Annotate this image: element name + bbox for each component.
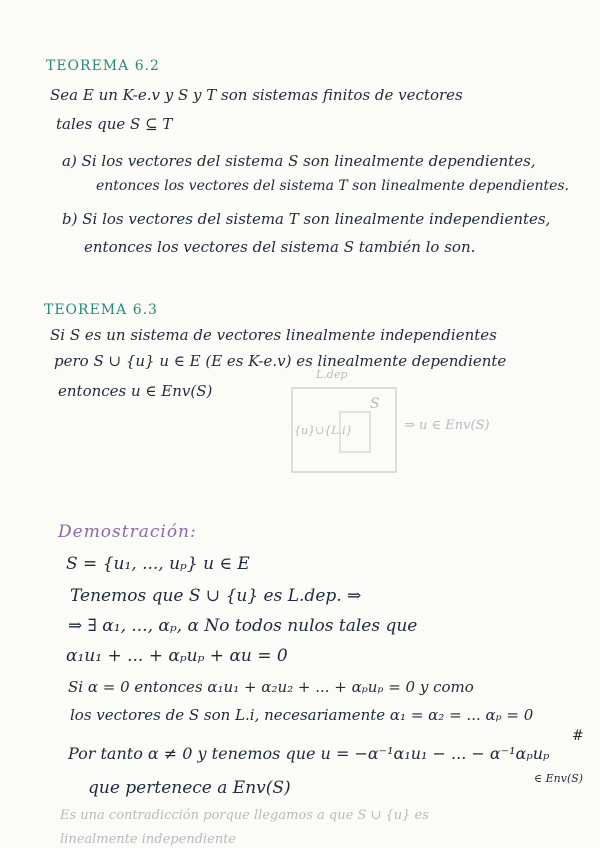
proof-line-2: Tenemos que S ∪ {u} es L.dep. ⇒ <box>70 586 362 606</box>
theorem-6-2-statement-line-1: Sea E un K-e.v y S y T son sistemas finitos de vectores <box>50 86 463 104</box>
theorem-6-3-title: TEOREMA 6.3 <box>44 302 158 318</box>
theorem-6-2-title: TEOREMA 6.2 <box>46 58 160 74</box>
theorem-6-2-statement-line-2: tales que S ⊆ T <box>56 115 173 133</box>
theorem-6-3-statement-line-3: entonces u ∈ Env(S) <box>58 382 213 400</box>
sketch-label-inner: {u}∪{L.i} <box>294 424 353 437</box>
proof-line-8: que pertenece a Env(S) <box>88 778 291 798</box>
sketch-label-s: S <box>370 396 380 412</box>
theorem-6-3-statement-line-2: pero S ∪ {u} u ∈ E (E es K-e.v) es linealmente dependiente <box>54 352 507 370</box>
proof-line-3: ⇒ ∃ α₁, ..., αₚ, α No todos nulos tales que <box>68 616 418 636</box>
proof-line-7: Por tanto α ≠ 0 y tenemos que u = −α⁻¹α₁u₁ − ... − α⁻¹αₚuₚ <box>68 744 550 763</box>
theorem-6-2-part-b-line-2: entonces los vectores del sistema S también lo son. <box>84 238 476 256</box>
sketch-label-ldep: L.dep <box>316 368 348 381</box>
proof-title: Demostración: <box>58 522 197 542</box>
faint-note-line-1: Es una contradicción porque llegamos a que S ∪ {u} es <box>60 808 429 823</box>
theorem-6-2-part-a-line-1: a) Si los vectores del sistema S son linealmente dependientes, <box>62 152 536 170</box>
proof-line-5: Si α = 0 entonces α₁u₁ + α₂u₂ + ... + αₚuₚ = 0 y como <box>68 678 474 696</box>
env-note: ∈ Env(S) <box>534 772 584 785</box>
proof-line-6: los vectores de S son L.i, necesariamente α₁ = α₂ = ... αₚ = 0 <box>70 706 534 724</box>
proof-line-4: α₁u₁ + ... + αₚuₚ + αu = 0 <box>66 646 288 666</box>
proof-line-1: S = {u₁, ..., uₚ} u ∈ E <box>66 554 250 574</box>
theorem-6-2-part-a-line-2: entonces los vectores del sistema T son linealmente dependientes. <box>96 178 570 194</box>
theorem-6-3-statement-line-1: Si S es un sistema de vectores linealmente independientes <box>50 326 497 344</box>
theorem-6-2-part-b-line-1: b) Si los vectores del sistema T son linealmente independientes, <box>62 210 551 228</box>
qed-mark: # <box>572 728 584 744</box>
faint-note-line-2: linealmente independiente <box>60 832 237 847</box>
sketch-arrow-conclusion: ⇒ u ∈ Env(S) <box>404 418 490 433</box>
